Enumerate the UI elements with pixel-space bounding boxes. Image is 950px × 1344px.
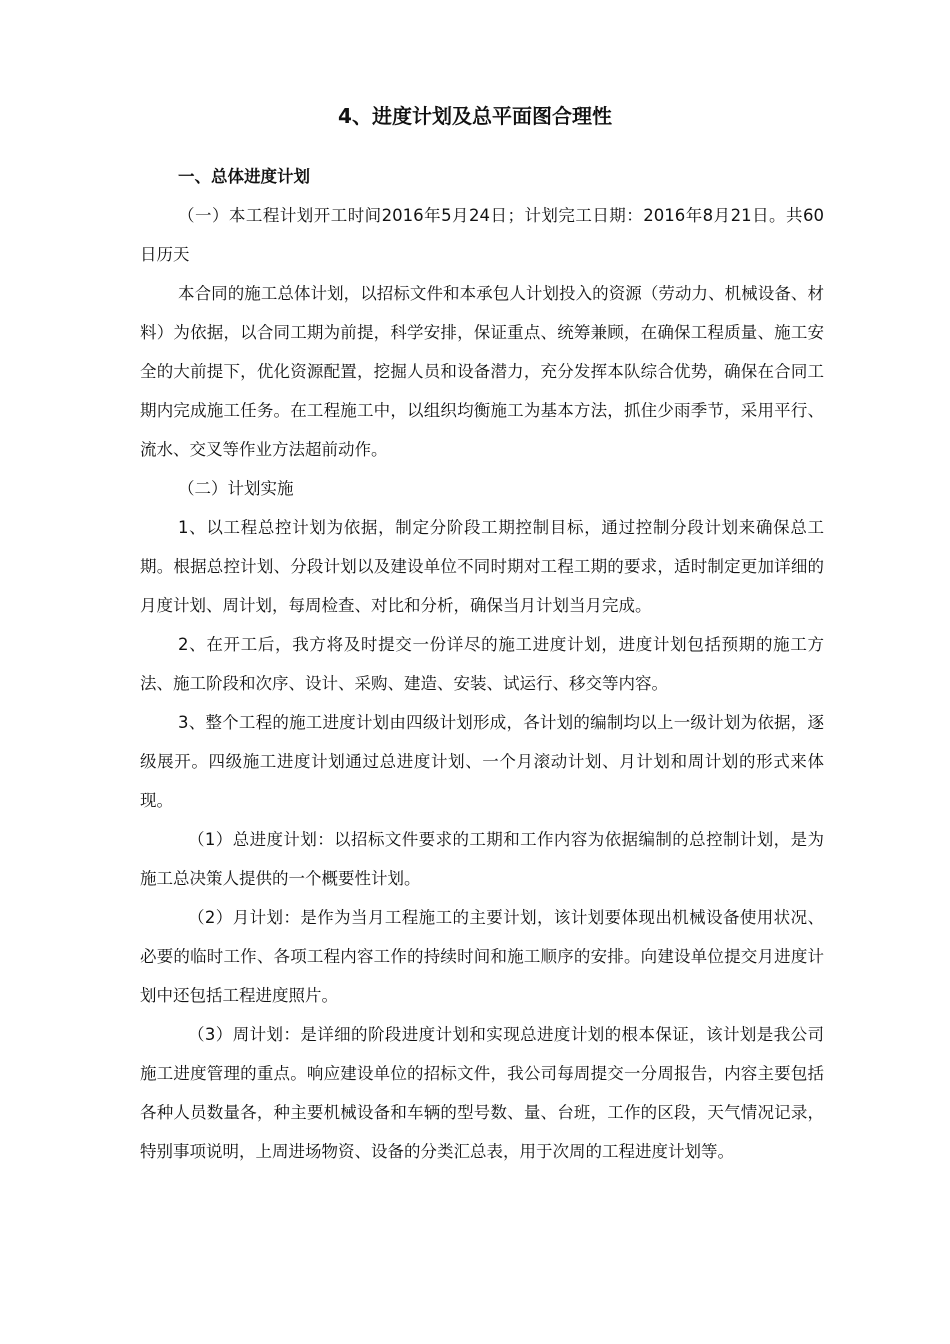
paragraph-item-3: 3、整个工程的施工进度计划由四级计划形成，各计划的编制均以上一级计划为依据，逐级展开。四级施工进度计划通过总进度计划、一个月滚动计划、月计划和周计划的形式来体现。	[140, 713, 824, 810]
paragraph-master-schedule: （1）总进度计划：以招标文件要求的工期和工作内容为依据编制的总控制计划，是为施工总决策人提供的一个概要性计划。	[140, 830, 824, 888]
paragraph-schedule-dates: （一）本工程计划开工时间2016年5月24日；计划完工日期：2016年8月21日。共60日历天	[140, 206, 824, 264]
paragraph-item-1: 1、以工程总控计划为依据，制定分阶段工期控制目标，通过控制分段计划来确保总工期。根据总控计划、分段计划以及建设单位不同时期对工程工期的要求，适时制定更加详细的月度计划、周计划，每周检查、对比和分析，确保当月计划当月完成。	[140, 518, 824, 615]
paragraph-weekly-plan: （3）周计划：是详细的阶段进度计划和实现总进度计划的根本保证，该计划是我公司施工进度管理的重点。响应建设单位的招标文件，我公司每周提交一分周报告，内容主要包括各种人员数量各，种主要机械设备和车辆的型号数、量、台班，工作的区段，天气情况记录，特别事项说明，上周进场物资、设备的分类汇总表，用于次周的工程进度计划等。	[140, 1025, 824, 1161]
document-body	[140, 157, 824, 1171]
paragraph-overall-plan: 本合同的施工总体计划，以招标文件和本承包人计划投入的资源（劳动力、机械设备、材料）为依据，以合同工期为前提，科学安排，保证重点、统筹兼顾，在确保工程质量、施工安全的大前提下，优化资源配置，挖掘人员和设备潜力，充分发挥本队综合优势，确保在合同工期内完成施工任务。在工程施工中，以组织均衡施工为基本方法，抓住少雨季节，采用平行、流水、交叉等作业方法超前动作。	[140, 284, 824, 459]
paragraph-item-2: 2、在开工后，我方将及时提交一份详尽的施工进度计划，进度计划包括预期的施工方法、施工阶段和次序、设计、采购、建造、安装、试运行、移交等内容。	[140, 635, 824, 693]
section-heading-overall-schedule: 一、总体进度计划	[178, 167, 310, 186]
document-title: 4、进度计划及总平面图合理性	[338, 104, 612, 128]
subheading-plan-implementation: （二）计划实施	[178, 479, 294, 498]
paragraph-monthly-plan: （2）月计划：是作为当月工程施工的主要计划，该计划要体现出机械设备使用状况、必要的临时工作、各项工程内容工作的持续时间和施工顺序的安排。向建设单位提交月进度计划中还包括工程进度照片。	[140, 908, 824, 1005]
